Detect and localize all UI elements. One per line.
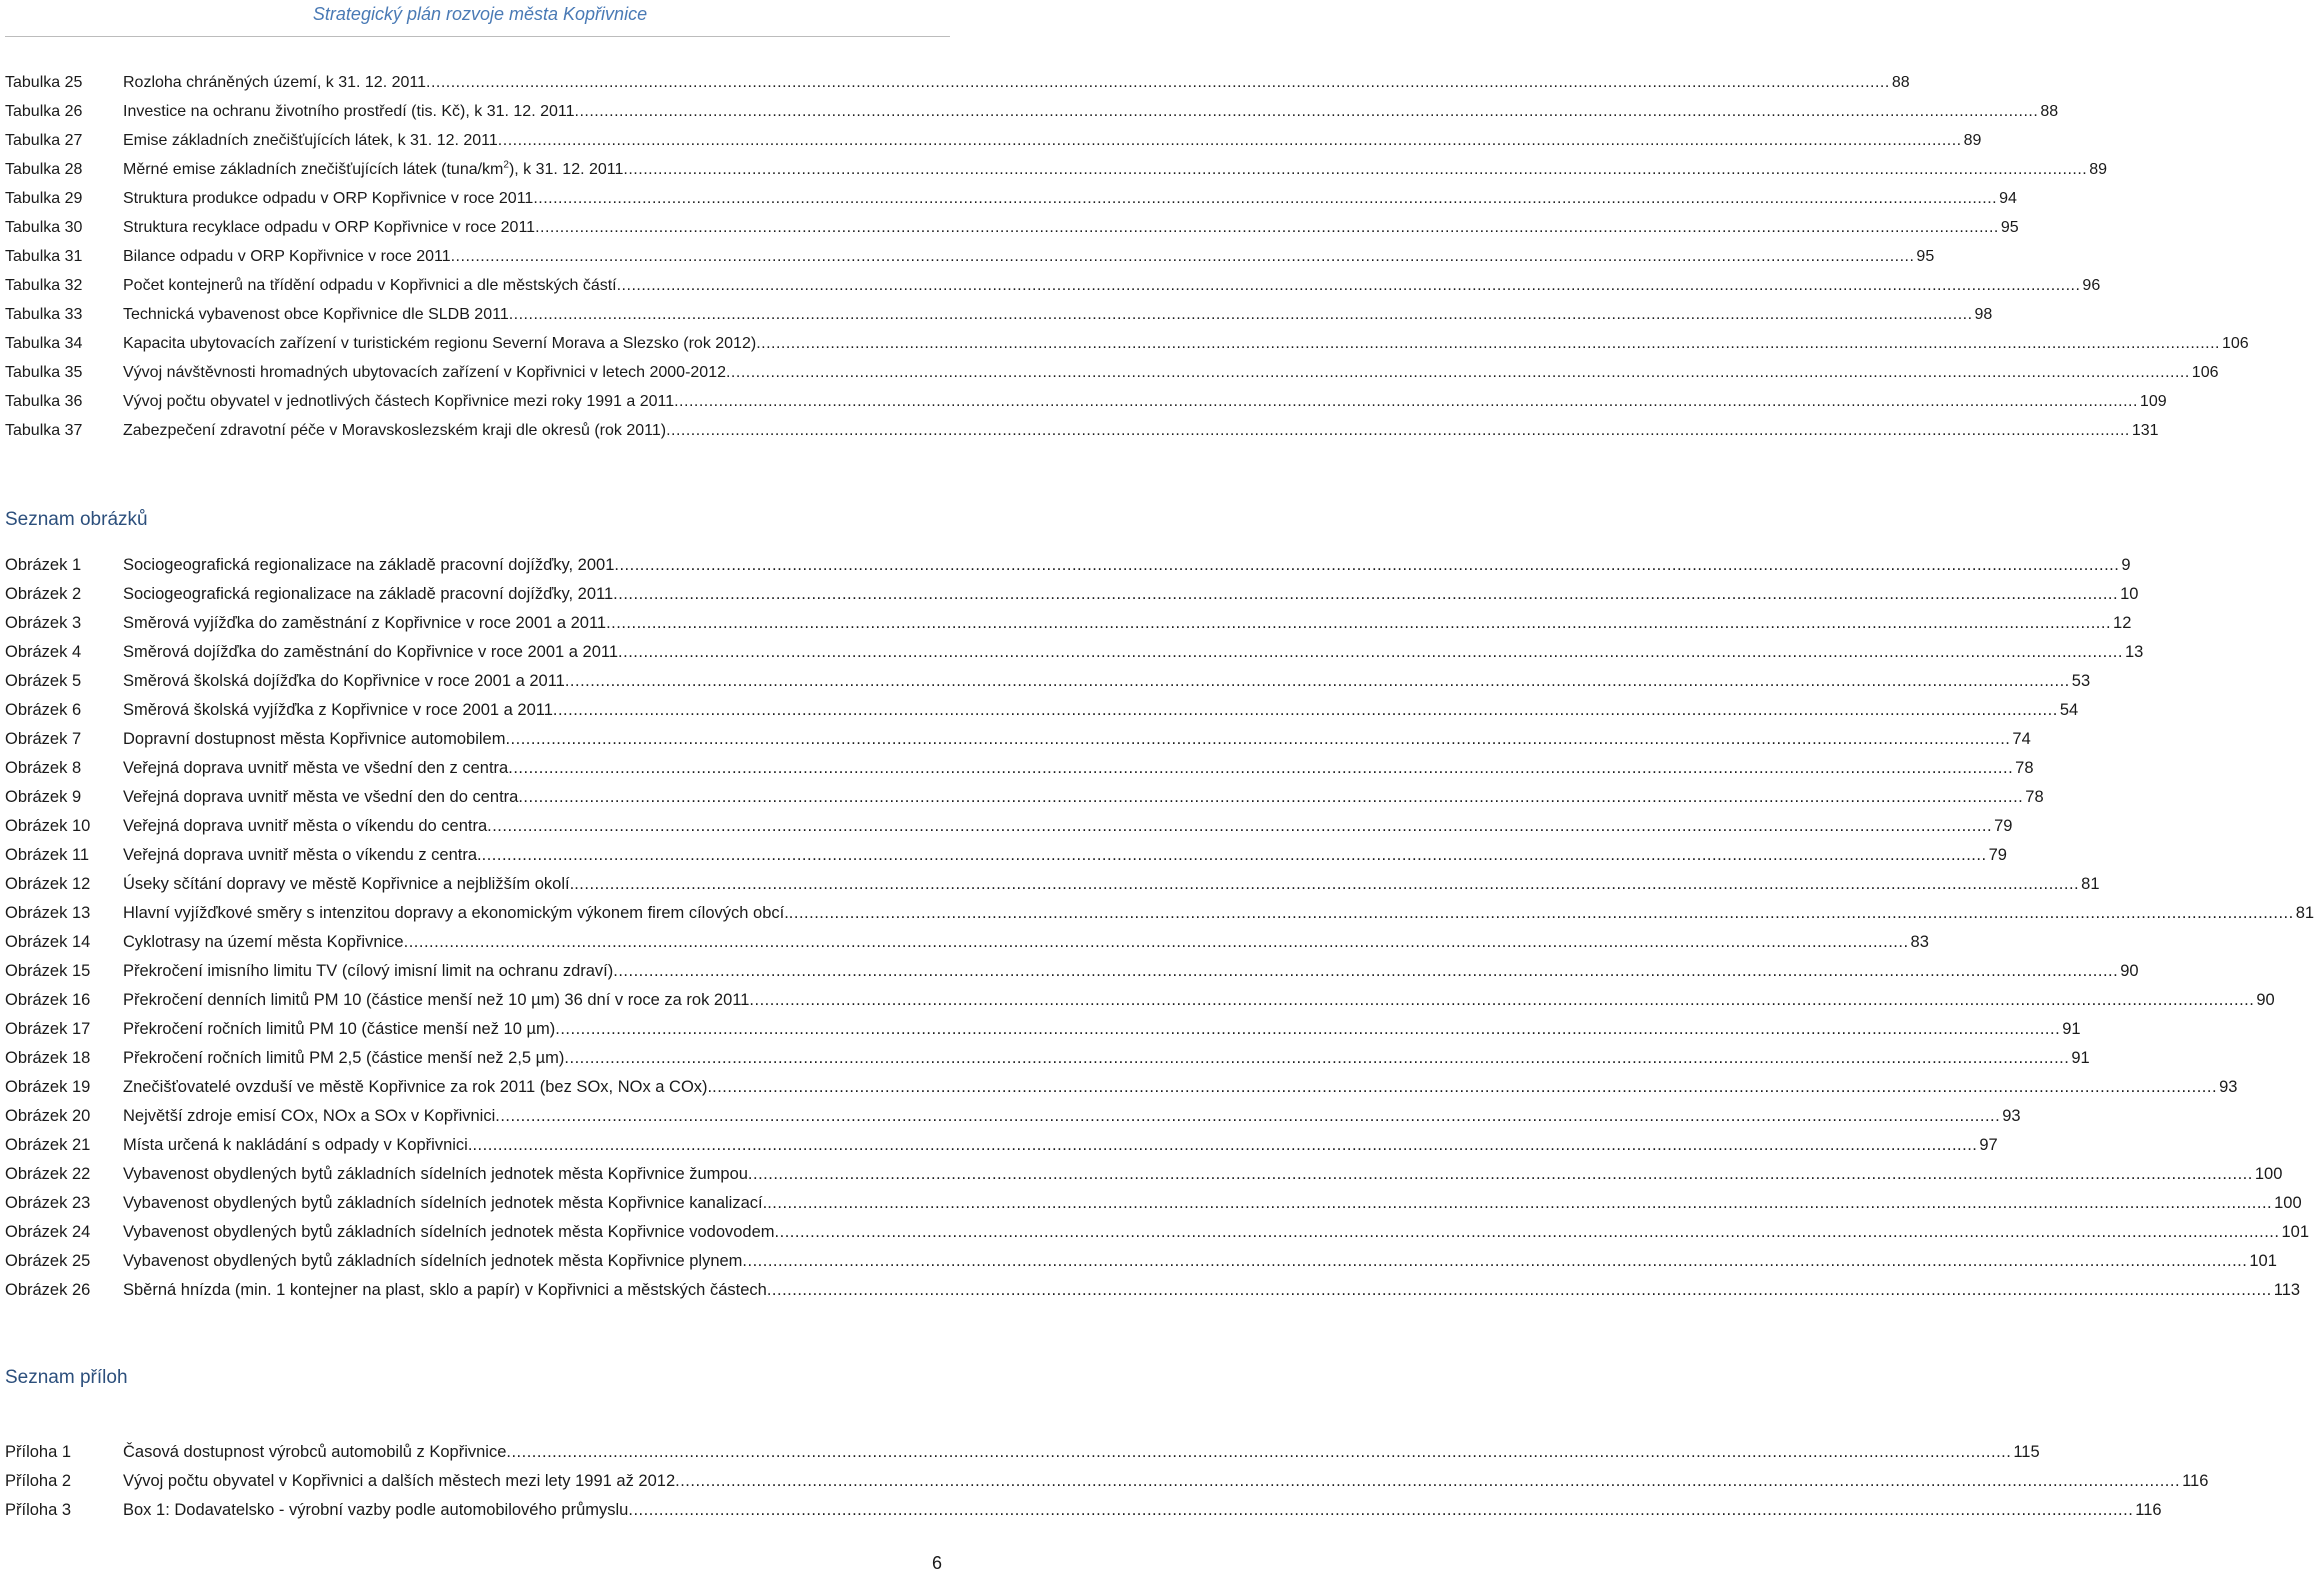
figure-entry-label: Obrázek 11 [5, 846, 90, 864]
figure-entry-page: 54 [2059, 701, 2079, 719]
figure-entry-label: Obrázek 12 [5, 875, 91, 893]
table-entry-leader-dots [535, 219, 1999, 237]
figure-entry-label: Obrázek 16 [5, 991, 91, 1009]
figure-entry[interactable] [5, 556, 2131, 585]
figure-entry-page: 101 [2249, 1252, 2277, 1270]
figure-entry-title: Překročení ročních limitů PM 10 (částice menší než 10 µm) [123, 1020, 556, 1038]
figure-entry-page: 78 [2025, 788, 2044, 806]
table-entry-page: 94 [1999, 190, 2017, 207]
figure-entry-leader-dots [495, 1107, 2000, 1126]
figure-entry-title: Překročení ročních limitů PM 2,5 (částice menší než 2,5 µm) [123, 1049, 565, 1067]
table-entry-title-superscript: 2 [503, 159, 509, 171]
figure-entry[interactable] [5, 904, 2314, 933]
figure-entry-label: Obrázek 25 [5, 1252, 91, 1270]
figure-entry-title: Vybavenost obydlených bytů základních sídelních jednotek města Kopřivnice žumpou [123, 1165, 748, 1183]
figure-entry-page: 83 [1910, 933, 1929, 951]
figure-entry-title: Největší zdroje emisí COx, NOx a SOx v Kopřivnici [123, 1107, 496, 1125]
figure-entry-title: Směrová školská vyjížďka z Kopřivnice v roce 2001 a 2011 [123, 701, 553, 719]
table-entry-leader-dots [575, 103, 2039, 121]
figure-entry-page: 74 [2012, 730, 2031, 748]
figure-entry-leader-dots [712, 1078, 2217, 1097]
table-entry-title [123, 161, 623, 179]
annex-entry-label: Příloha 3 [5, 1501, 72, 1519]
annex-entry-leader-dots [628, 1501, 2133, 1520]
table-entry-label: Tabulka 34 [5, 335, 83, 352]
table-entry-page: 95 [1916, 248, 1935, 265]
table-entry-leader-dots [533, 190, 1997, 208]
figure-entry-label: Obrázek 10 [5, 817, 91, 835]
table-entry-title: Zabezpečení zdravotní péče v Moravskoslezském kraji dle okresů (rok 2011) [123, 422, 667, 439]
figure-entry-page: 100 [2274, 1194, 2302, 1212]
table-entry[interactable] [5, 103, 2059, 132]
table-entry-title: Kapacita ubytovacích zařízení v turistickém regionu Severní Morava a Slezsko (rok 2012) [123, 335, 757, 352]
figure-entry-leader-dots [742, 1252, 2247, 1271]
figure-entry-leader-dots [487, 817, 1992, 836]
table-entry-label: Tabulka 37 [5, 422, 83, 439]
figure-entry[interactable] [5, 875, 2100, 904]
figure-entry[interactable] [5, 1281, 2301, 1310]
figure-entry[interactable] [5, 1049, 2090, 1078]
figure-entry-leader-dots [505, 730, 2010, 749]
figure-entry-label: Obrázek 4 [5, 643, 82, 661]
figure-entry-leader-dots [404, 933, 1909, 952]
table-entry-label: Tabulka 29 [5, 190, 83, 207]
figure-entry-leader-dots [518, 788, 2023, 807]
figure-entry-page: 97 [1979, 1136, 1998, 1154]
annex-entry-label: Příloha 1 [5, 1443, 72, 1461]
figure-entry[interactable] [5, 788, 2044, 817]
table-entry-page: 98 [1974, 306, 1993, 323]
figure-entry-label: Obrázek 15 [5, 962, 91, 980]
figure-entry[interactable] [5, 1252, 2277, 1281]
annexes-heading: Seznam příloh [5, 1367, 128, 1388]
figure-entry-page: 53 [2071, 672, 2091, 690]
table-entry-leader-dots [726, 364, 2190, 382]
figure-entry[interactable] [5, 1136, 1998, 1165]
figure-entry-page: 79 [1988, 846, 2007, 864]
table-entry-leader-dots [623, 161, 2087, 179]
table-entry[interactable] [5, 306, 1993, 335]
table-entry[interactable] [5, 132, 1982, 161]
annex-list [5, 1443, 2209, 1530]
running-header: Strategický plán rozvoje města Kopřivnice [312, 4, 648, 24]
figure-entry-title: Směrová dojížďka do zaměstnání do Kopřivnice v roce 2001 a 2011 [123, 643, 619, 661]
page-number: 6 [931, 1553, 942, 1573]
figure-entry-label: Obrázek 18 [5, 1049, 91, 1067]
figure-entry-page: 12 [2113, 614, 2132, 632]
figure-entry-leader-dots [606, 614, 2111, 633]
figure-entry[interactable] [5, 585, 2139, 614]
figure-entry[interactable] [5, 1194, 2302, 1223]
annex-entry-title: Vývoj počtu obyvatel v Kopřivnici a dalších městech mezi lety 1991 až 2012 [123, 1472, 676, 1490]
figure-entry-label: Obrázek 24 [5, 1223, 91, 1241]
figure-entry-page: 93 [2002, 1107, 2021, 1125]
table-entry-label: Tabulka 35 [5, 364, 83, 381]
figure-entry-page: 90 [2120, 962, 2139, 980]
figure-entry-leader-dots [472, 1136, 1977, 1155]
figure-entry[interactable] [5, 614, 2132, 643]
figure-entry-title: Směrová vyjížďka do zaměstnání z Kopřivnice v roce 2001 a 2011 [123, 614, 607, 632]
figure-entry-page: 100 [2254, 1165, 2283, 1183]
figure-entry-title: Směrová školská dojížďka do Kopřivnice v roce 2001 a 2011 [123, 672, 565, 690]
figure-entry[interactable] [5, 846, 2007, 875]
figure-entry-label: Obrázek 8 [5, 759, 82, 777]
table-entry[interactable] [5, 364, 2219, 393]
figure-entry-leader-dots [613, 585, 2118, 604]
table-entry-page: 95 [2000, 219, 2019, 236]
figure-entry-page: 78 [2015, 759, 2034, 777]
table-entry[interactable] [5, 277, 2101, 306]
table-entry-leader-dots [426, 74, 1890, 92]
annex-entry-label: Příloha 2 [5, 1472, 72, 1490]
figure-entry[interactable] [5, 1107, 2021, 1136]
table-entry-leader-dots [617, 277, 2081, 295]
table-entry-title-part: ), k 31. 12. 2011 [508, 161, 624, 178]
annex-entry-leader-dots [506, 1443, 2011, 1462]
figure-entry-title: Místa určená k nakládání s odpady v Kopřivnici. [123, 1136, 473, 1154]
figure-entry[interactable] [5, 962, 2139, 991]
table-entry-title: Počet kontejnerů na třídění odpadu v Kopřivnici a dle městských částí [123, 277, 617, 294]
figure-entry-title: Znečišťovatelé ovzduší ve městě Kopřivnice za rok 2011 (bez SOx, NOx a COx). [123, 1078, 713, 1096]
figure-entry-page: 81 [2081, 875, 2100, 893]
table-entry[interactable] [5, 248, 1935, 277]
figure-entry-leader-dots [574, 875, 2079, 894]
figure-entry[interactable] [5, 1020, 2081, 1049]
figure-entry-title: Úseky sčítání dopravy ve městě Kopřivnice a nejbližším okolí. [123, 875, 575, 893]
table-entry-page: 96 [2082, 277, 2101, 294]
table-entry-title: Struktura produkce odpadu v ORP Kopřivnice v roce 2011 [123, 190, 534, 207]
figure-entry-label: Obrázek 26 [5, 1281, 91, 1299]
table-entry-label: Tabulka 36 [5, 393, 83, 410]
figure-entry-label: Obrázek 22 [5, 1165, 91, 1183]
figure-entry[interactable] [5, 643, 2144, 672]
figure-entry-page: 10 [2120, 585, 2139, 603]
figure-entry-label: Obrázek 3 [5, 614, 82, 632]
figure-entry-title: Veřejná doprava uvnitř města o víkendu z centra. [123, 846, 482, 864]
figure-entry-leader-dots [767, 1281, 2272, 1300]
figures-heading: Seznam obrázků [5, 509, 148, 530]
figure-entry[interactable] [5, 1165, 2283, 1194]
annex-entry-page: 116 [2135, 1501, 2162, 1519]
table-entry-page: 88 [1891, 74, 1910, 91]
figure-entry-label: Obrázek 23 [5, 1194, 91, 1212]
figure-entry-page: 93 [2219, 1078, 2238, 1096]
figure-entry[interactable] [5, 759, 2034, 788]
header-rule [5, 36, 950, 37]
table-entry-page: 106 [2222, 335, 2249, 352]
figure-entry-leader-dots [749, 991, 2254, 1010]
table-entry-title: Rozloha chráněných území, k 31. 12. 2011 [123, 74, 426, 91]
figure-entry-page: 113 [2273, 1281, 2301, 1299]
table-entry-label: Tabulka 33 [5, 306, 83, 323]
table-entry-label: Tabulka 31 [5, 248, 83, 265]
figure-entry-title: Veřejná doprava uvnitř města o víkendu do centra [123, 817, 488, 835]
table-entry-page: 89 [2089, 161, 2108, 178]
figure-entry-label: Obrázek 19 [5, 1078, 91, 1096]
figure-entry-leader-dots [789, 904, 2294, 923]
figure-entry-title: Dopravní dostupnost města Kopřivnice automobilem [123, 730, 506, 748]
figure-entry-page: 79 [1994, 817, 2013, 835]
figure-entry-leader-dots [618, 643, 2123, 662]
figure-entry-label: Obrázek 9 [5, 788, 82, 806]
figure-entry-leader-dots [775, 1223, 2280, 1242]
figure-entry-label: Obrázek 14 [5, 933, 91, 951]
table-entry-page: 106 [2191, 364, 2219, 381]
figure-entry-page: 91 [2071, 1049, 2090, 1067]
table-entry-title: Struktura recyklace odpadu v ORP Kopřivnice v roce 2011 [123, 219, 536, 236]
figure-entry-title: Vybavenost obydlených bytů základních sídelních jednotek města Kopřivnice plynem [123, 1252, 743, 1270]
table-entry[interactable] [5, 335, 2249, 364]
figure-entry-label: Obrázek 5 [5, 672, 82, 690]
figure-entry-leader-dots [613, 962, 2118, 981]
figure-entry-leader-dots [553, 701, 2058, 720]
annex-entry[interactable] [5, 1443, 2040, 1472]
table-entry-leader-dots [498, 132, 1962, 150]
figure-entry-page: 81 [2295, 904, 2314, 922]
table-entry-page: 131 [2131, 422, 2159, 439]
table-entry-label: Tabulka 26 [5, 103, 83, 120]
figure-list [5, 556, 2314, 1310]
figure-entry[interactable] [5, 933, 1929, 962]
table-entry[interactable] [5, 219, 2019, 248]
table-entry-page: 109 [2139, 393, 2167, 410]
table-entry-label: Tabulka 25 [5, 74, 83, 91]
table-entry[interactable] [5, 74, 1910, 103]
figure-entry-title: Sběrná hnízda (min. 1 kontejner na plast, sklo a papír) v Kopřivnici a městských částech [123, 1281, 767, 1299]
table-entry-leader-dots [666, 422, 2130, 440]
figure-entry-page: 13 [2124, 643, 2144, 661]
figure-entry[interactable] [5, 817, 2013, 846]
table-entry-title: Vývoj návštěvnosti hromadných ubytovacích zařízení v Kopřivnici v letech 2000-2012 [123, 364, 726, 381]
figure-entry-label: Obrázek 13 [5, 904, 91, 922]
table-entry-title: Vývoj počtu obyvatel v jednotlivých částech Kopřivnice mezi roky 1991 a 2011 [123, 393, 675, 410]
figure-entry[interactable] [5, 1223, 2309, 1252]
annex-entry[interactable] [5, 1501, 2162, 1530]
figure-entry-page: 90 [2256, 991, 2275, 1009]
figure-entry-leader-dots [482, 846, 1987, 865]
annex-entry-title: Box 1: Dodavatelsko - výrobní vazby podle automobilového průmyslu [123, 1501, 629, 1519]
figure-entry[interactable] [5, 730, 2031, 759]
table-entry-leader-dots [509, 306, 1973, 324]
table-entry-page: 89 [1963, 132, 1982, 149]
annex-entry-page: 116 [2182, 1472, 2209, 1490]
figure-entry-page: 9 [2121, 556, 2131, 574]
figure-entry-leader-dots [565, 672, 2070, 691]
figure-entry-title: Sociogeografická regionalizace na základě pracovní dojížďky, 2001 [123, 556, 615, 574]
table-entry-leader-dots [451, 248, 1915, 266]
table-entry-page: 88 [2040, 103, 2059, 120]
annex-entry[interactable] [5, 1472, 2209, 1501]
table-entry-leader-dots [756, 335, 2220, 353]
figure-entry-page: 101 [2281, 1223, 2309, 1241]
table-entry[interactable] [5, 190, 2017, 219]
figure-entry-page: 91 [2062, 1020, 2081, 1038]
figure-entry-label: Obrázek 20 [5, 1107, 91, 1125]
table-entry-title: Technická vybavenost obce Kopřivnice dle SLDB 2011 [123, 306, 509, 323]
figure-entry-label: Obrázek 6 [5, 701, 82, 719]
figure-entry-leader-dots [564, 1049, 2069, 1068]
figure-entry[interactable] [5, 701, 2079, 730]
table-entry-label: Tabulka 28 [5, 161, 83, 178]
table-entry-label: Tabulka 27 [5, 132, 83, 149]
figure-entry-label: Obrázek 17 [5, 1020, 91, 1038]
table-entry-title: Bilance odpadu v ORP Kopřivnice v roce 2011 [123, 248, 451, 265]
figure-entry-label: Obrázek 1 [5, 556, 82, 574]
annex-entry-page: 115 [2013, 1443, 2040, 1461]
figure-entry-label: Obrázek 7 [5, 730, 82, 748]
figure-entry-title: Vybavenost obydlených bytů základních sídelních jednotek města Kopřivnice kanalizací. [123, 1194, 768, 1212]
table-entry[interactable] [5, 159, 2108, 190]
figure-entry[interactable] [5, 1078, 2238, 1107]
figure-entry-title: Překročení imisního limitu TV (cílový imisní limit na ochranu zdraví) [123, 962, 614, 980]
figure-entry[interactable] [5, 672, 2091, 701]
figure-entry-title: Cyklotrasy na území města Kopřivnice [123, 933, 404, 951]
table-list [5, 74, 2249, 451]
table-entry-title-part: Měrné emise základních znečišťujících látek (tuna/km [123, 161, 504, 178]
figure-entry-leader-dots [508, 759, 2013, 778]
table-entry-label: Tabulka 30 [5, 219, 83, 236]
table-entry-title: Investice na ochranu životního prostředí (tis. Kč), k 31. 12. 2011 [123, 103, 575, 120]
figure-entry-title: Překročení denních limitů PM 10 (částice menší než 10 µm) 36 dní v roce za rok 2011 [123, 991, 750, 1009]
annex-entry-leader-dots [675, 1472, 2180, 1491]
figure-entry-leader-dots [748, 1165, 2253, 1184]
figure-entry-label: Obrázek 21 [5, 1136, 91, 1154]
table-entry-label: Tabulka 32 [5, 277, 83, 294]
figure-entry[interactable] [5, 991, 2275, 1020]
figure-entry-title: Veřejná doprava uvnitř města ve všední den z centra [123, 759, 509, 777]
table-entry[interactable] [5, 393, 2167, 422]
table-entry-leader-dots [674, 393, 2138, 411]
figure-entry-title: Hlavní vyjížďkové směry s intenzitou dopravy a ekonomickým výkonem firem cílových obcí. [123, 904, 789, 922]
figure-entry-title: Vybavenost obydlených bytů základních sídelních jednotek města Kopřivnice vodovodem [123, 1223, 775, 1241]
figure-entry-title: Sociogeografická regionalizace na základě pracovní dojížďky, 2011 [123, 585, 614, 603]
figure-entry-leader-dots [614, 556, 2119, 575]
table-entry-title: Emise základních znečišťujících látek, k 31. 12. 2011 [123, 132, 498, 149]
figure-entry-leader-dots [767, 1194, 2272, 1213]
figure-entry-title: Veřejná doprava uvnitř města ve všední den do centra [123, 788, 519, 806]
annex-entry-title: Časová dostupnost výrobců automobilů z Kopřivnice [123, 1443, 507, 1461]
figure-entry-leader-dots [555, 1020, 2060, 1039]
table-entry[interactable] [5, 422, 2159, 451]
figure-entry-label: Obrázek 2 [5, 585, 82, 603]
